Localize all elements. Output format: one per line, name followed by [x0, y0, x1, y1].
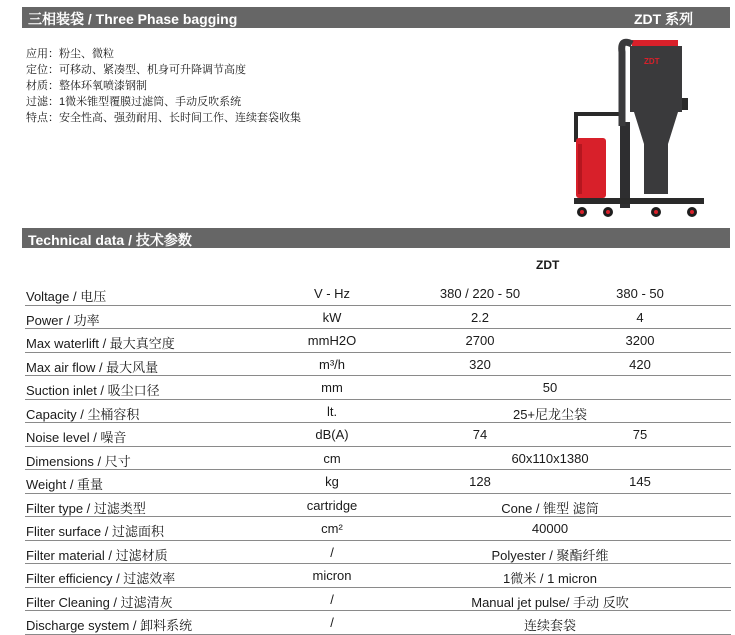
- spec-param: Dimensions / 尺寸: [26, 453, 131, 469]
- spec-value-1: 2.2: [470, 309, 490, 325]
- spec-value-1: 2700: [465, 333, 495, 348]
- spec-row: [25, 282, 731, 306]
- badge-text: ZDT: [644, 57, 660, 66]
- spec-value: 连续套袋: [523, 618, 576, 633]
- tech-data-title: Technical data / 技术参数: [28, 232, 192, 248]
- spec-row: [25, 494, 731, 518]
- spec-unit: /: [330, 615, 334, 630]
- spec-param: Voltage / 电压: [26, 289, 107, 304]
- spec-value-2: 145: [629, 474, 651, 489]
- base-frame: [574, 198, 704, 204]
- spec-unit: mmH2O: [307, 333, 357, 348]
- cart-handle: [574, 112, 620, 116]
- spec-value-2: 4: [636, 309, 644, 325]
- spec-param: Fliter surface / 过滤面积: [26, 524, 164, 539]
- spec-param: Max waterlift / 最大真空度: [26, 336, 175, 351]
- spec-value: 60x110x1380: [511, 450, 589, 466]
- description-line: 材质：整体环氧喷漆钢制: [26, 80, 147, 92]
- spec-unit: /: [330, 591, 334, 607]
- spec-table: [25, 282, 731, 635]
- spec-unit: /: [330, 544, 334, 560]
- spec-param: Noise level / 噪音: [26, 430, 127, 445]
- spec-row: [25, 400, 731, 424]
- spec-row: [25, 423, 731, 447]
- spec-unit: cartridge: [306, 497, 358, 513]
- spec-param: Filter efficiency / 过滤效率: [26, 571, 176, 586]
- spec-unit: micron: [312, 568, 352, 583]
- spec-row: [25, 376, 731, 400]
- spec-unit: kW: [322, 309, 342, 325]
- spec-param: Weight / 重量: [26, 477, 104, 492]
- spec-unit: m³/h: [319, 356, 345, 372]
- spec-param: Capacity / 尘桶容积: [26, 406, 140, 422]
- spec-value-1: 128: [469, 474, 491, 489]
- product-image: [560, 34, 710, 220]
- spec-unit: kg: [325, 474, 339, 489]
- spec-unit: cm²: [321, 521, 343, 536]
- spec-row: [25, 517, 731, 541]
- spec-value-2: 380 - 50: [616, 286, 664, 301]
- spec-value: Cone / 锥型 滤筒: [501, 500, 599, 516]
- spec-value: 25+尼龙尘袋: [512, 406, 588, 422]
- spec-unit: dB(A): [315, 427, 349, 442]
- spec-value: Polyester / 聚酯纤维: [491, 547, 609, 563]
- spec-row: [25, 447, 731, 471]
- spec-unit: V - Hz: [313, 286, 351, 301]
- spec-value-2: 3200: [625, 333, 655, 348]
- spec-unit: cm: [323, 450, 341, 466]
- spec-row: [25, 353, 731, 377]
- spec-value-1: 74: [472, 427, 488, 442]
- description-block: [26, 46, 301, 126]
- spec-row: [25, 611, 731, 635]
- header-bar: [22, 7, 730, 28]
- spec-value-1: 320: [469, 356, 491, 372]
- spec-row: [25, 329, 731, 353]
- spec-value: 40000: [531, 521, 569, 536]
- description-line: 过滤：1微米锥型覆膜过滤筒、手动反吹系统: [26, 96, 242, 108]
- spec-param: Discharge system / 卸料系统: [26, 618, 193, 633]
- series-label: ZDT 系列: [634, 11, 694, 27]
- spec-row: [25, 306, 731, 330]
- spec-row: [25, 541, 731, 565]
- spec-unit: mm: [321, 380, 343, 395]
- spec-value: Manual jet pulse/ 手动 反吹: [471, 594, 629, 610]
- spec-param: Max air flow / 最大风量: [26, 359, 159, 375]
- spec-row: [25, 564, 731, 588]
- description-line: 定位：可移动、紧凑型、机身可升降调节高度: [26, 64, 246, 76]
- model-header: ZDT: [536, 258, 560, 272]
- spec-value-2: 420: [629, 356, 651, 372]
- spec-unit: lt.: [326, 403, 338, 419]
- spec-param: Filter Cleaning / 过滤清灰: [26, 594, 173, 610]
- spec-param: Power / 功率: [26, 312, 100, 328]
- filter-housing: [634, 112, 678, 144]
- description-line: 应用：粉尘、微粒: [26, 48, 114, 60]
- spec-param: Filter type / 过滤类型: [26, 500, 146, 516]
- lift-column: [620, 122, 630, 208]
- spec-row: [25, 470, 731, 494]
- page-title: 三相装袋 / Three Phase bagging: [28, 11, 238, 27]
- spec-value-1: 380 / 220 - 50: [439, 286, 521, 301]
- spec-param: Filter material / 过滤材质: [26, 547, 168, 563]
- cart-handle-post: [574, 112, 578, 142]
- spec-value: 1微米 / 1 micron: [503, 571, 597, 586]
- spec-row: [25, 588, 731, 612]
- spec-value: 50: [542, 380, 558, 395]
- spec-value-2: 75: [632, 427, 648, 442]
- tech-data-bar: [22, 228, 730, 248]
- description-line: 特点：安全性高、强劲耐用、长时间工作、连续套袋收集: [26, 112, 301, 124]
- spec-param: Suction inlet / 吸尘口径: [26, 383, 160, 398]
